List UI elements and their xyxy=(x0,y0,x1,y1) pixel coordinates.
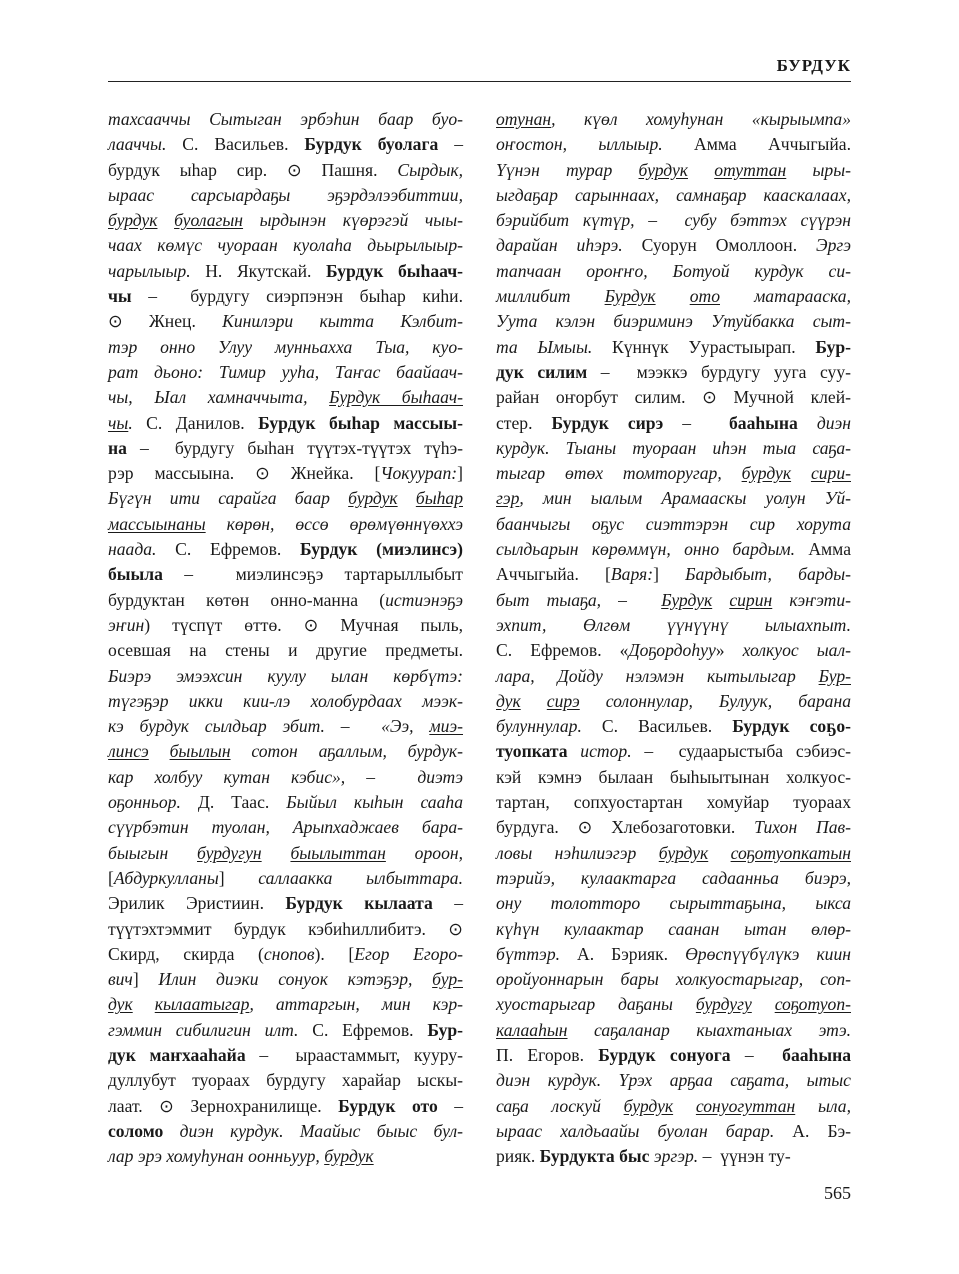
text-run: – судаарыстыба сэбиэс- xyxy=(631,741,851,762)
text-run: наада. xyxy=(108,539,157,560)
text-line xyxy=(108,385,463,410)
text-run: кэ бурдук сылдьар эбит. – «Ээ, xyxy=(108,716,430,737)
headword: Бур- xyxy=(427,1019,464,1040)
example-term: кылаатыгар xyxy=(154,994,250,1015)
text-run: Скирд, скирда ( xyxy=(108,943,264,964)
text-run: ] xyxy=(132,969,159,990)
text-run: истор. xyxy=(567,741,632,762)
text-run: . xyxy=(128,412,133,433)
example-term: бурдугу xyxy=(695,994,752,1015)
text-run: ыраас сарсыардаҕы эҕэрдэлээбиттии, xyxy=(108,184,463,205)
text-run: тэр онно Улуу мунньахха Тыа, куо- xyxy=(108,336,463,357)
text-run: түүтэхтэммит бурдук кэбиһиллибитэ. ⊙ xyxy=(108,918,463,939)
text-run: чаах көмүс чуораан куолаһа дьырылыыр- xyxy=(108,235,463,256)
text-line xyxy=(108,233,463,258)
example-term: бурдук xyxy=(658,842,709,863)
headword: Бурдук буолага xyxy=(304,134,439,155)
text-line xyxy=(108,107,463,132)
example-term: бур- xyxy=(432,969,463,990)
text-run: хуостарыгар даҕаны xyxy=(496,994,696,1015)
text-run: тыгар өтөх томторугар, xyxy=(496,463,742,484)
text-run: – мээккэ бурдугу ууга суу- xyxy=(587,361,852,382)
text-line xyxy=(496,739,851,764)
headword: Бурдук сонуога xyxy=(598,1044,731,1065)
text-run: чы, Ыал хамначчыта, xyxy=(108,387,330,408)
text-run: – xyxy=(432,893,463,914)
text-run: солоннулар, Булуук, барана xyxy=(579,690,851,711)
text-run: осевшая на стены и другие предметы. xyxy=(108,640,463,661)
headword: Бурдук кылаата xyxy=(285,893,433,914)
example-term: дук xyxy=(496,690,521,711)
text-run: лар эрэ хомуһунан оонньуур, xyxy=(108,1146,325,1167)
text-line xyxy=(108,512,463,537)
text-run: – xyxy=(730,1044,783,1065)
text-run: , мин ыалым Арамааскы уолун Уй- xyxy=(519,488,851,509)
text-run: оройуоннарын бары холкуостарыгар, соп- xyxy=(496,969,851,990)
text-run: ону толотторо сырыттаҕына, ыкса xyxy=(496,893,851,914)
text-line xyxy=(496,1018,851,1043)
example-term: линсэ xyxy=(108,741,149,762)
example-term: дук xyxy=(108,994,133,1015)
example-term: отуттан xyxy=(714,159,787,180)
text-run: С. Васильев. xyxy=(581,716,733,737)
text-run: түгэҕэр икки кии-лэ холобурдаах мээк- xyxy=(108,690,463,711)
example-term: массыынаны xyxy=(108,513,206,534)
text-run: Күннүк Уурастыырап. xyxy=(592,336,816,357)
text-run: Сырдык, xyxy=(397,159,463,180)
text-run: Бүгүн ити сарайга баар xyxy=(108,488,349,509)
text-run: Быйыл кыһын сааһа xyxy=(286,792,463,813)
text-line xyxy=(108,335,463,360)
text-line xyxy=(496,385,851,410)
text-run: чарылыыр. xyxy=(108,260,191,281)
headword: бааһына xyxy=(728,412,798,433)
text-run: бүттэр. xyxy=(496,943,561,964)
text-run: – xyxy=(437,1095,463,1116)
text-line xyxy=(496,461,851,486)
text-run xyxy=(673,1096,696,1116)
text-run: стер. xyxy=(496,412,552,433)
text-run: ] xyxy=(457,463,463,484)
example-term: Бурдук xyxy=(661,589,713,610)
text-line xyxy=(108,765,463,790)
example-term: быылын xyxy=(169,741,231,762)
text-line xyxy=(496,891,851,916)
headword: дук маҥхааһайа xyxy=(108,1044,246,1065)
text-run: дарайан иһэрэ. xyxy=(496,235,623,256)
headword: дук силим xyxy=(496,361,588,382)
text-run: Абдуркулланы xyxy=(113,867,219,888)
text-run xyxy=(791,463,811,483)
text-line xyxy=(108,360,463,385)
text-run: ] xyxy=(218,867,259,888)
text-line xyxy=(108,588,463,613)
text-line xyxy=(496,1043,851,1068)
page-number: 565 xyxy=(824,1183,851,1203)
text-run: С. Ефремов. xyxy=(156,539,301,560)
text-run xyxy=(656,286,690,306)
text-run: быыгын xyxy=(108,842,197,863)
text-line xyxy=(496,335,851,360)
text-line xyxy=(496,537,851,562)
text-run: ырдынэн күөрэгэй чыы- xyxy=(243,210,463,231)
example-term: бурдук xyxy=(623,1095,674,1116)
text-line xyxy=(108,815,463,840)
text-run: А. Бэ- xyxy=(774,1120,851,1141)
example-term: Бур- xyxy=(818,665,851,686)
text-run: көрөн, өссө өрөмүөннүөххэ xyxy=(205,513,463,534)
text-run: Варя: xyxy=(610,564,654,585)
text-run xyxy=(133,994,155,1014)
text-line xyxy=(496,107,851,132)
text-run: райан оҥорбут силим. ⊙ Мучной клей- xyxy=(496,387,851,408)
text-run: рат дьоно: Тимир ууһа, Таҥас баайаач- xyxy=(108,361,463,382)
text-line xyxy=(108,183,463,208)
text-line xyxy=(108,841,463,866)
example-term: сирин xyxy=(729,589,773,610)
text-run: та Ымыы. xyxy=(496,336,593,357)
example-term: бурдук xyxy=(638,159,688,180)
text-line xyxy=(496,562,851,587)
text-line xyxy=(496,132,851,157)
example-term: сирэ xyxy=(546,690,580,711)
text-line xyxy=(496,942,851,967)
text-line xyxy=(108,714,463,739)
text-run: Эргэ xyxy=(816,235,851,256)
text-run: сотон аҕаллым, бурдук- xyxy=(230,741,463,762)
text-line xyxy=(496,664,851,689)
text-run xyxy=(398,488,416,508)
text-line xyxy=(108,284,463,309)
text-run: лара, Дойду нэлэмэн кытылыгар xyxy=(496,665,819,686)
text-line xyxy=(108,689,463,714)
text-run xyxy=(712,590,729,610)
example-term: бурдук xyxy=(741,463,792,484)
text-run: лаат. ⊙ Зернохранилище. xyxy=(108,1095,339,1116)
headword: Бур- xyxy=(815,336,852,357)
headword: соломо xyxy=(108,1120,164,1141)
text-line xyxy=(496,714,851,739)
text-run xyxy=(708,843,730,863)
text-run: – xyxy=(663,412,729,433)
text-run: Өрөспүүбүлүкэ киин xyxy=(685,943,851,964)
headword: Бурдукта быс xyxy=(539,1146,650,1167)
text-run: – xyxy=(438,134,463,155)
text-run: саҕа лоскуй xyxy=(496,1095,624,1116)
example-term: гэр xyxy=(496,488,520,509)
text-run: Н. Якутскай. xyxy=(190,260,327,281)
example-term: соҕотуоп- xyxy=(774,994,851,1015)
text-run: баанчыгы оҕус сиэттэрэн сир хорута xyxy=(496,513,851,534)
example-term: буолагын xyxy=(174,210,244,231)
example-term: бурдук xyxy=(348,488,398,509)
text-line xyxy=(496,411,851,436)
text-run: ⊙ Жнец. xyxy=(108,311,223,332)
text-line xyxy=(496,1068,851,1093)
text-run: холкуос ыал- xyxy=(742,640,851,661)
text-line xyxy=(108,613,463,638)
text-line xyxy=(108,259,463,284)
example-term: калааһын xyxy=(496,1019,568,1040)
text-line xyxy=(496,790,851,815)
text-run: – ыраастаммыт, кууру- xyxy=(245,1044,463,1065)
text-run: эргэр. xyxy=(649,1146,699,1167)
text-run: П. Егоров. xyxy=(496,1044,599,1065)
text-run: ыгдаҕар сарыннаах, самнаҕар кааскалаах, xyxy=(496,184,851,205)
text-run: тапчаан ороҥҥо, Ботуой курдук си- xyxy=(496,260,851,281)
text-run: – бурдугу сиэрпэнэн быһар киһи. xyxy=(131,286,463,307)
text-run: Эрилик Эристиин. xyxy=(108,893,286,914)
text-run: эҥин xyxy=(108,614,145,635)
text-run: кэй кэмнэ былаан быһыытынан холкуос- xyxy=(496,766,851,787)
text-line xyxy=(496,259,851,284)
example-term: миэ- xyxy=(429,716,463,737)
text-run: саҕаланар кыахтаныах этэ. xyxy=(567,1019,851,1040)
text-line xyxy=(496,638,851,663)
text-run: снопов xyxy=(263,943,315,964)
text-run: тахсааччы Сытыган эрбэһин баар буо- xyxy=(108,109,463,129)
text-line xyxy=(108,866,463,891)
text-line xyxy=(496,841,851,866)
example-term: чы xyxy=(108,412,129,433)
text-line xyxy=(496,284,851,309)
text-run: истиэнэҕэ xyxy=(385,589,463,610)
text-run: С. Данилов. xyxy=(132,412,259,433)
headword: туопката xyxy=(496,741,568,762)
text-line xyxy=(496,1119,851,1144)
text-run: Бардыбыт, барды- xyxy=(685,564,851,585)
text-line xyxy=(496,917,851,942)
text-line xyxy=(108,411,463,436)
text-run: [ xyxy=(108,867,114,888)
headword: Бурдук ото xyxy=(338,1095,438,1116)
text-run: – бурдугу быһан түүтэх-түүтэх түһэ- xyxy=(126,437,463,458)
text-run: , күөл хомуһунан «кырыымпа» xyxy=(551,109,851,129)
example-term: быһар xyxy=(415,488,463,509)
text-run: оҕонньор. xyxy=(108,792,181,813)
text-line xyxy=(108,461,463,486)
text-run: Уута кэлэн биэриминэ Утуйбакка сыт- xyxy=(496,311,851,332)
text-line xyxy=(108,1068,463,1093)
text-run: диэн курдук. Маайыс быыс бул- xyxy=(163,1120,463,1141)
text-run: А. Бэрияк. xyxy=(560,943,686,964)
text-run: – үүнэн ту- xyxy=(698,1146,791,1167)
text-line xyxy=(496,158,851,183)
text-line xyxy=(496,233,851,258)
text-run: рияк. xyxy=(496,1146,540,1167)
text-run: – миэлинсэҕэ тартарыллыбыт xyxy=(162,564,463,585)
text-line xyxy=(108,739,463,764)
example-term: бурдугун xyxy=(197,842,262,863)
text-run: , аттаргын, мин кэр- xyxy=(249,994,463,1015)
text-run: кар холбуу кутан кэбис», – диэтэ xyxy=(108,766,463,787)
text-line xyxy=(108,132,463,157)
text-run: ). [ xyxy=(314,943,355,964)
example-term: отунан xyxy=(496,109,552,129)
text-line xyxy=(496,613,851,638)
headword: бааһына xyxy=(782,1044,852,1065)
text-run: рэр массыына. ⊙ Жнейка. [ xyxy=(108,463,381,484)
text-run: бурдуктан көтөн онно-манна ( xyxy=(108,589,386,610)
text-run: тартан, сопхуостартан хомуйар туораах xyxy=(496,792,851,813)
text-run: Суорун Омоллоон. xyxy=(622,235,817,256)
headword: Бурдук (миэлинсэ) xyxy=(300,539,463,560)
text-run: дуллубут туораах бурдугу харайар ыскы- xyxy=(108,1070,463,1091)
example-term: сири- xyxy=(810,463,851,484)
text-line xyxy=(496,183,851,208)
text-run: миллибит xyxy=(496,286,605,307)
example-term: бурдук xyxy=(108,210,158,231)
text-run: ) түспүт өттө. ⊙ Мучная пыль, xyxy=(144,614,463,635)
text-run: сылдьарын көрөммүн, онно бардым. xyxy=(496,539,796,560)
headword: Бурдук сирэ xyxy=(551,412,664,433)
text-run: Кинилэри кытта Кэлбит- xyxy=(222,311,463,332)
text-line xyxy=(108,158,463,183)
example-term: Бурдук xyxy=(604,286,656,307)
left-column xyxy=(108,107,463,1169)
text-line xyxy=(108,208,463,233)
text-run: ] xyxy=(653,564,686,585)
example-term: Бурдук быһаач- xyxy=(329,387,463,408)
text-line xyxy=(108,992,463,1017)
text-line xyxy=(108,967,463,992)
text-line xyxy=(496,436,851,461)
text-run: » xyxy=(715,640,743,661)
text-run: ловы нэһилиэгэр xyxy=(496,842,659,863)
text-line xyxy=(108,942,463,967)
text-line xyxy=(108,562,463,587)
text-run xyxy=(521,691,547,711)
text-line xyxy=(108,790,463,815)
header-rule xyxy=(108,81,851,82)
text-line xyxy=(496,967,851,992)
text-run: С. Ефремов. xyxy=(298,1019,428,1040)
headword: на xyxy=(108,437,127,458)
text-line xyxy=(108,537,463,562)
text-line xyxy=(496,512,851,537)
text-run xyxy=(157,210,174,230)
text-run: лааччы. xyxy=(108,134,167,155)
text-line xyxy=(108,1119,463,1144)
text-line xyxy=(108,1043,463,1068)
text-run: ыры- xyxy=(786,159,851,180)
text-run: булуннулар. xyxy=(496,716,582,737)
text-run: Чокуурап: xyxy=(380,463,458,484)
running-head: БУРДУК xyxy=(776,56,851,75)
text-run: күһүн кулаактар саанан ытан өлөр- xyxy=(496,918,851,939)
text-line xyxy=(108,917,463,942)
text-run xyxy=(688,160,714,180)
headword: Бурдук быһар массыы- xyxy=(258,412,463,433)
text-run: диэн xyxy=(797,412,851,433)
text-run xyxy=(149,741,170,761)
text-line xyxy=(108,664,463,689)
text-line xyxy=(496,815,851,840)
example-term: сонуогуттан xyxy=(695,1095,796,1116)
text-line xyxy=(496,765,851,790)
text-run: быт тыаҕа, – xyxy=(496,589,662,610)
text-run: матарааска, xyxy=(720,286,851,307)
text-run xyxy=(752,994,775,1014)
text-run: диэн курдук. Үрэх арҕаа саҕата, ытыс xyxy=(496,1070,851,1091)
text-line xyxy=(108,891,463,916)
example-term: бурдук xyxy=(324,1146,374,1167)
text-run: Егор Егоро- xyxy=(354,943,463,964)
text-run: вич xyxy=(108,969,133,990)
text-line xyxy=(496,360,851,385)
text-run: Д. Таас. xyxy=(180,792,287,813)
text-line xyxy=(108,1094,463,1119)
text-run xyxy=(262,843,291,863)
right-column xyxy=(496,107,851,1169)
text-run: сүүрбэтин туолан, Арыпхаджаев бара- xyxy=(108,817,463,838)
text-run: гэммин сибилигин илт. xyxy=(108,1019,299,1040)
text-line xyxy=(496,992,851,1017)
example-term: соҕотуопкатын xyxy=(730,842,851,863)
text-line xyxy=(108,309,463,334)
text-line xyxy=(496,309,851,334)
text-run: Доҕордоһуу xyxy=(628,640,716,661)
example-term: быылыттан xyxy=(290,842,386,863)
text-run: бурдук ыһар сир. ⊙ Пашня. xyxy=(108,159,398,180)
text-run: ыраас халдьаайы буолан барар. xyxy=(496,1120,775,1141)
text-run: ороон, xyxy=(385,842,463,863)
text-run: Амма xyxy=(795,539,851,560)
text-run: саллаакка ылбыттара. xyxy=(258,867,463,888)
text-run: Биэрэ эмээхсин куулу ылан көрбүтэ: xyxy=(108,665,463,686)
text-run: бэрийбит күтүр, – субу бэттэх сүүрэн xyxy=(496,210,851,231)
text-run: ыла, xyxy=(795,1095,851,1116)
text-run: Илин диэки сонуок кэтэҕэр, xyxy=(158,969,433,990)
text-line xyxy=(108,436,463,461)
text-line xyxy=(496,1094,851,1119)
text-run: курдук. Тыаны туораан иһэн тыа саҕа- xyxy=(496,437,851,458)
text-line xyxy=(108,486,463,511)
text-line xyxy=(496,1144,851,1169)
headword: Бурдук соҕо- xyxy=(732,716,851,737)
text-run: Тихон Пав- xyxy=(754,817,851,838)
text-run: эхпит, Өлгөм үүнүүнү ылыахпыт. xyxy=(496,614,851,635)
text-line xyxy=(496,588,851,613)
text-line xyxy=(496,866,851,891)
text-run: тэрийэ, кулаактарга садаанньа биэрэ, xyxy=(496,867,851,888)
text-run: Үүнэн турар xyxy=(496,159,639,180)
text-run: С. Ефремов. « xyxy=(496,640,629,661)
headword: Бурдук быһаач- xyxy=(326,260,463,281)
text-run: кэҥэти- xyxy=(772,589,851,610)
text-line xyxy=(496,208,851,233)
text-line xyxy=(496,486,851,511)
text-line xyxy=(496,689,851,714)
text-run: Амма Аччыгыйа. xyxy=(662,134,851,155)
headword: быыла xyxy=(108,564,163,585)
text-run: оҥостон, ыллыыр. xyxy=(496,134,663,155)
text-run: Аччыгыйа. [ xyxy=(496,564,611,585)
text-line xyxy=(108,1144,463,1169)
text-run: С. Васильев. xyxy=(166,134,305,155)
text-line xyxy=(108,638,463,663)
headword: чы xyxy=(108,286,132,307)
example-term: ото xyxy=(689,286,720,307)
text-run: бурдуга. ⊙ Хлебозаготовки. xyxy=(496,817,755,838)
text-line xyxy=(108,1018,463,1043)
